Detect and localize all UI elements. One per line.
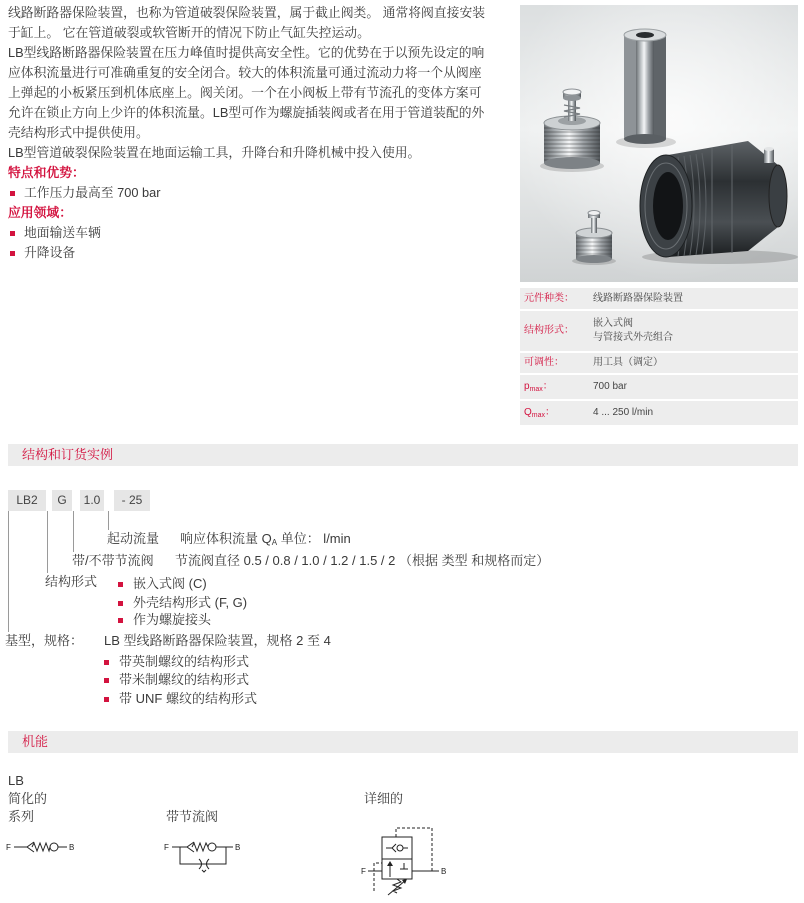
intro-line: LB型管道破裂保险装置在地面运输工具，升降台和升降机械中投入使用。	[8, 145, 421, 160]
series-label: 系列	[8, 809, 35, 824]
series-label: LB	[8, 773, 24, 788]
spec-subscript: max	[531, 412, 546, 419]
tree-line	[108, 511, 109, 530]
design-option-text: 作为螺旋接头	[133, 612, 212, 627]
valve-seat-icon	[187, 842, 194, 852]
basic-option-text: 带米制螺纹的结构形式	[119, 672, 250, 687]
spec-value	[593, 317, 673, 345]
intro-line: 允许在锁止方向上少许的体积流量。LB型可作为螺旋插装阀或者在用于管道装配的外	[8, 105, 485, 120]
simplified-valve-symbol	[5, 836, 80, 858]
spec-label	[520, 380, 593, 394]
spec-value	[593, 292, 683, 306]
section-bar-ordering	[8, 444, 798, 466]
bullet-icon	[10, 231, 15, 236]
spec-table	[520, 288, 798, 427]
design-option-text: 外壳结构形式 (F, G)	[133, 595, 248, 610]
spec-value-line: 4 ... 250 l/min	[593, 407, 654, 418]
adjustment-arrow-icon	[388, 879, 407, 895]
throttle-variant-label: 带节流阀	[166, 809, 219, 824]
bullet-icon	[10, 191, 15, 196]
application-item	[8, 223, 514, 243]
throttle-valve-symbol	[163, 836, 243, 874]
application-text: 升降设备	[24, 245, 76, 260]
applications-heading: 应用领域：	[8, 205, 72, 220]
design-option	[118, 611, 211, 629]
detailed-label: 详细的	[364, 791, 404, 806]
spec-value	[593, 356, 663, 370]
intro-line: 壳结构形式中提供使用。	[8, 125, 149, 140]
valve-seat-icon	[27, 842, 34, 852]
spec-row-design	[520, 311, 798, 351]
design-option-text: 嵌入式阀 (C)	[133, 576, 207, 591]
spec-symbol: Q	[524, 407, 532, 418]
section-heading: 结构和订货实例	[22, 447, 114, 462]
spec-value-line: 与管接式外壳组合	[593, 332, 673, 343]
flow-description	[180, 530, 351, 548]
bullet-icon	[118, 582, 123, 587]
spring-icon	[192, 843, 208, 851]
spec-label: 结构形式：	[524, 325, 574, 336]
throttle-icon	[199, 859, 209, 872]
spec-value-line: 700 bar	[593, 381, 627, 392]
order-code-basic: LB2	[8, 490, 46, 511]
valve-ball-icon	[208, 843, 216, 851]
intro-line: LB型线路断路器保险装置在压力峰值时提供高安全性。它的优势在于以预先设定的响	[8, 45, 485, 60]
basic-option-text: 带 UNF 螺纹的结构形式	[119, 691, 257, 706]
application-item	[8, 243, 514, 263]
spec-suffix: ：	[542, 381, 553, 392]
bullet-icon	[104, 660, 109, 665]
order-code-design: G	[52, 490, 72, 511]
throttle-description: 节流阀直径 0.5 / 0.8 / 1.0 / 1.2 / 1.5 / 2 （根据 类型 和规格而定）	[175, 553, 550, 568]
bullet-icon	[118, 618, 123, 623]
port-f-label: F	[361, 867, 366, 876]
spec-symbol: p	[524, 381, 530, 392]
spring-icon	[32, 843, 50, 851]
bullet-icon	[10, 251, 15, 256]
valve-position-upper	[382, 837, 412, 859]
intro-line: 应体积流量进行可准确重复的安全闭合。较大的体积流量可通过流动力将一个从阀座	[8, 65, 482, 80]
valve-position-lower	[382, 859, 412, 879]
spec-row-component-type	[520, 288, 798, 309]
design-option	[118, 594, 247, 612]
flow-desc-text: 响应体积流量 Q	[180, 531, 272, 546]
basic-option	[104, 653, 249, 671]
port-f-label: F	[6, 843, 11, 852]
basic-label: 基型，规格：	[5, 633, 84, 648]
spring-icon	[393, 879, 401, 893]
basic-option-text: 带英制螺纹的结构形式	[119, 654, 250, 669]
port-f-label: F	[164, 843, 169, 852]
spec-row-qmax	[520, 401, 798, 425]
spec-value	[593, 406, 653, 420]
intro-line: 线路断路器保险装置，也称为管道破裂保险装置，属于截止阀类。 通常将阀直接安装	[8, 5, 486, 20]
spec-subscript: max	[529, 386, 543, 393]
valve-ball-icon	[50, 843, 58, 851]
spec-row-pmax	[520, 375, 798, 399]
tree-line	[47, 511, 48, 573]
intro-text	[8, 3, 514, 263]
bullet-icon	[104, 697, 109, 702]
intro-line: 于缸上。 它在管道破裂或软管断开的情况下防止气缸失控运动。	[8, 25, 370, 40]
order-code-flow: - 25	[114, 490, 150, 511]
flow-desc-subscript: A	[271, 538, 278, 547]
port-b-label: B	[235, 843, 241, 852]
series-label: 简化的	[8, 791, 48, 806]
basic-option	[104, 671, 249, 689]
section-bar-function	[8, 731, 798, 753]
section-heading: 机能	[22, 734, 49, 749]
intro-line: 上弹起的小板紧压到机体底座上。阀关闭。一个在小阀板上带有节流孔的变体方案可	[8, 85, 482, 100]
spec-value-line: 嵌入式阀	[593, 318, 633, 329]
tree-line	[73, 511, 74, 552]
throttle-label: 带/不带节流阀	[72, 553, 154, 568]
spec-label: 元件种类：	[524, 292, 574, 304]
spec-value	[593, 380, 627, 394]
tree-line	[8, 511, 9, 632]
spec-row-adjustability	[520, 353, 798, 373]
application-text: 地面输送车辆	[24, 225, 101, 240]
design-label: 结构形式	[45, 574, 98, 589]
product-photo	[520, 5, 798, 282]
spec-value-line: 用工具（调定）	[593, 357, 663, 368]
feature-item	[8, 183, 514, 203]
bullet-icon	[118, 601, 123, 606]
basic-option	[104, 690, 257, 708]
flow-desc-unit: 单位： l/min	[277, 531, 351, 546]
port-b-label: B	[69, 843, 75, 852]
flow-label: 起动流量	[107, 531, 160, 546]
spec-suffix: ：	[545, 407, 556, 418]
port-b-label: B	[441, 867, 447, 876]
bullet-icon	[104, 678, 109, 683]
spec-value-line: 线路断路器保险装置	[593, 292, 683, 304]
basic-description: LB 型线路断路器保险装置，规格 2 至 4	[104, 633, 331, 648]
design-option	[118, 575, 207, 593]
spec-label	[520, 406, 593, 420]
order-code-throttle: 1.0	[80, 490, 104, 511]
feature-text: 工作压力最高至 700 bar	[24, 185, 161, 200]
detailed-valve-symbol	[360, 825, 450, 897]
features-heading: 特点和优势：	[8, 165, 85, 180]
spec-label: 可调性：	[524, 357, 564, 368]
